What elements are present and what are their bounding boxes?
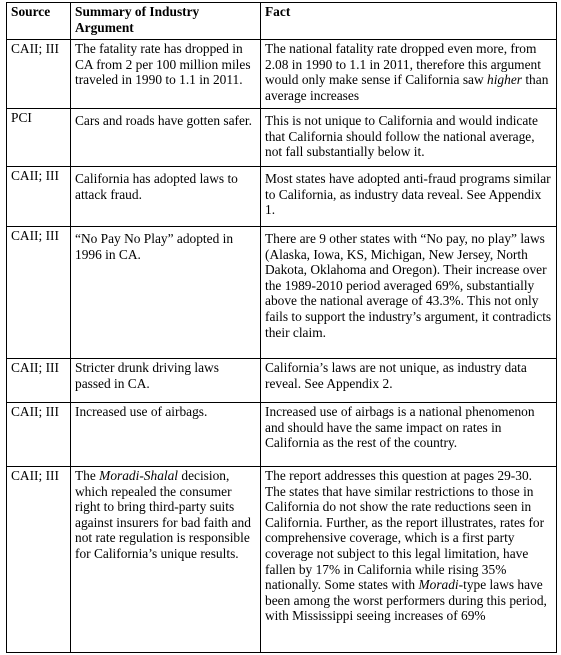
- summary-text: The: [75, 468, 100, 483]
- fact-cell: Increased use of airbags is a national phenomenon and should have the same impact on rates in California as the rest of the country.: [261, 403, 557, 467]
- summary-text: decision, which repealed the consumer right to bring third-party suits against insurers for bad faith and not rate regulation is responsible for California’s unique results.: [75, 468, 251, 561]
- fact-cell: [261, 467, 557, 653]
- header-source: Source: [7, 3, 71, 40]
- summary-cell: Stricter drunk driving laws passed in CA.: [71, 359, 261, 403]
- fact-cell: [261, 167, 557, 227]
- fact-text: There are 9 other states with “No pay, no play” laws (Alaska, Iowa, KS, Michigan, New Jersey, North Dakota, Oklahoma and Oregon). Their increase over the 1989-2010 period averaged 69%, substantially above the national average of 43.3%. This not only fails to support the industry’s argument, it contradicts their claim.: [265, 231, 552, 340]
- summary-cell: [71, 227, 261, 359]
- fact-cell: California’s laws are not unique, as industry data reveal. See Appendix 2.: [261, 359, 557, 403]
- source-cell: CAII; III: [7, 359, 71, 403]
- table-header-row: [7, 3, 557, 40]
- table-row: [7, 359, 557, 403]
- fact-emphasis: Moradi: [418, 577, 459, 593]
- fact-cell: [261, 40, 557, 109]
- summary-cell: Increased use of airbags.: [71, 403, 261, 467]
- industry-arguments-table: [6, 2, 557, 653]
- table-row: [7, 109, 557, 167]
- fact-emphasis: higher: [487, 72, 522, 88]
- fact-text: -type laws have been among the worst performers during this period, with Mississippi seeing increases of 69%: [265, 577, 547, 624]
- fact-text: than average increases: [265, 72, 549, 103]
- source-cell: PCI: [7, 109, 71, 167]
- table-row: [7, 467, 557, 653]
- summary-emphasis: Moradi-Shalal: [99, 468, 179, 483]
- source-cell: CAII; III: [7, 167, 71, 227]
- fact-cell: [261, 109, 557, 167]
- fact-text: The report addresses this question at pages 29-30. The states that have similar restrictions to those in California do not show the rate reductions seen in California. Further, as the report illustrates, rates for comprehensive coverage, which is a first party coverage not subject to this legal limitation, have fallen by 17% in California while rising 35% nationally. Some states with: [265, 468, 545, 593]
- source-cell: CAII; III: [7, 40, 71, 109]
- fact-text: The national fatality rate dropped even more, from 2.08 in 1990 to 1.1 in 2011, therefore this argument would only make sense if California saw: [265, 41, 541, 88]
- source-cell: CAII; III: [7, 227, 71, 359]
- summary-cell: The fatality rate has dropped in CA from 2 per 100 million miles traveled in 1990 to 1.1 in 2011.: [71, 40, 261, 109]
- summary-cell: [71, 109, 261, 167]
- source-cell: CAII; III: [7, 467, 71, 653]
- table-row: [7, 167, 557, 227]
- table-row: [7, 227, 557, 359]
- fact-text: Most states have adopted anti-fraud programs similar to California, as industry data reveal. See Appendix 1.: [265, 171, 551, 218]
- summary-text: California has adopted laws to attack fraud.: [75, 171, 238, 202]
- summary-cell: [71, 167, 261, 227]
- table-row: [7, 403, 557, 467]
- source-cell: CAII; III: [7, 403, 71, 467]
- summary-text: “No Pay No Play” adopted in 1996 in CA.: [75, 231, 234, 262]
- table-row: [7, 40, 557, 109]
- summary-text: Cars and roads have gotten safer.: [75, 113, 252, 128]
- header-fact: Fact: [261, 3, 557, 40]
- fact-text: This is not unique to California and would indicate that California should follow the national average, not fall substantially below it.: [265, 113, 538, 160]
- fact-cell: [261, 227, 557, 359]
- summary-cell: [71, 467, 261, 653]
- header-summary: Summary of Industry Argument: [71, 3, 261, 40]
